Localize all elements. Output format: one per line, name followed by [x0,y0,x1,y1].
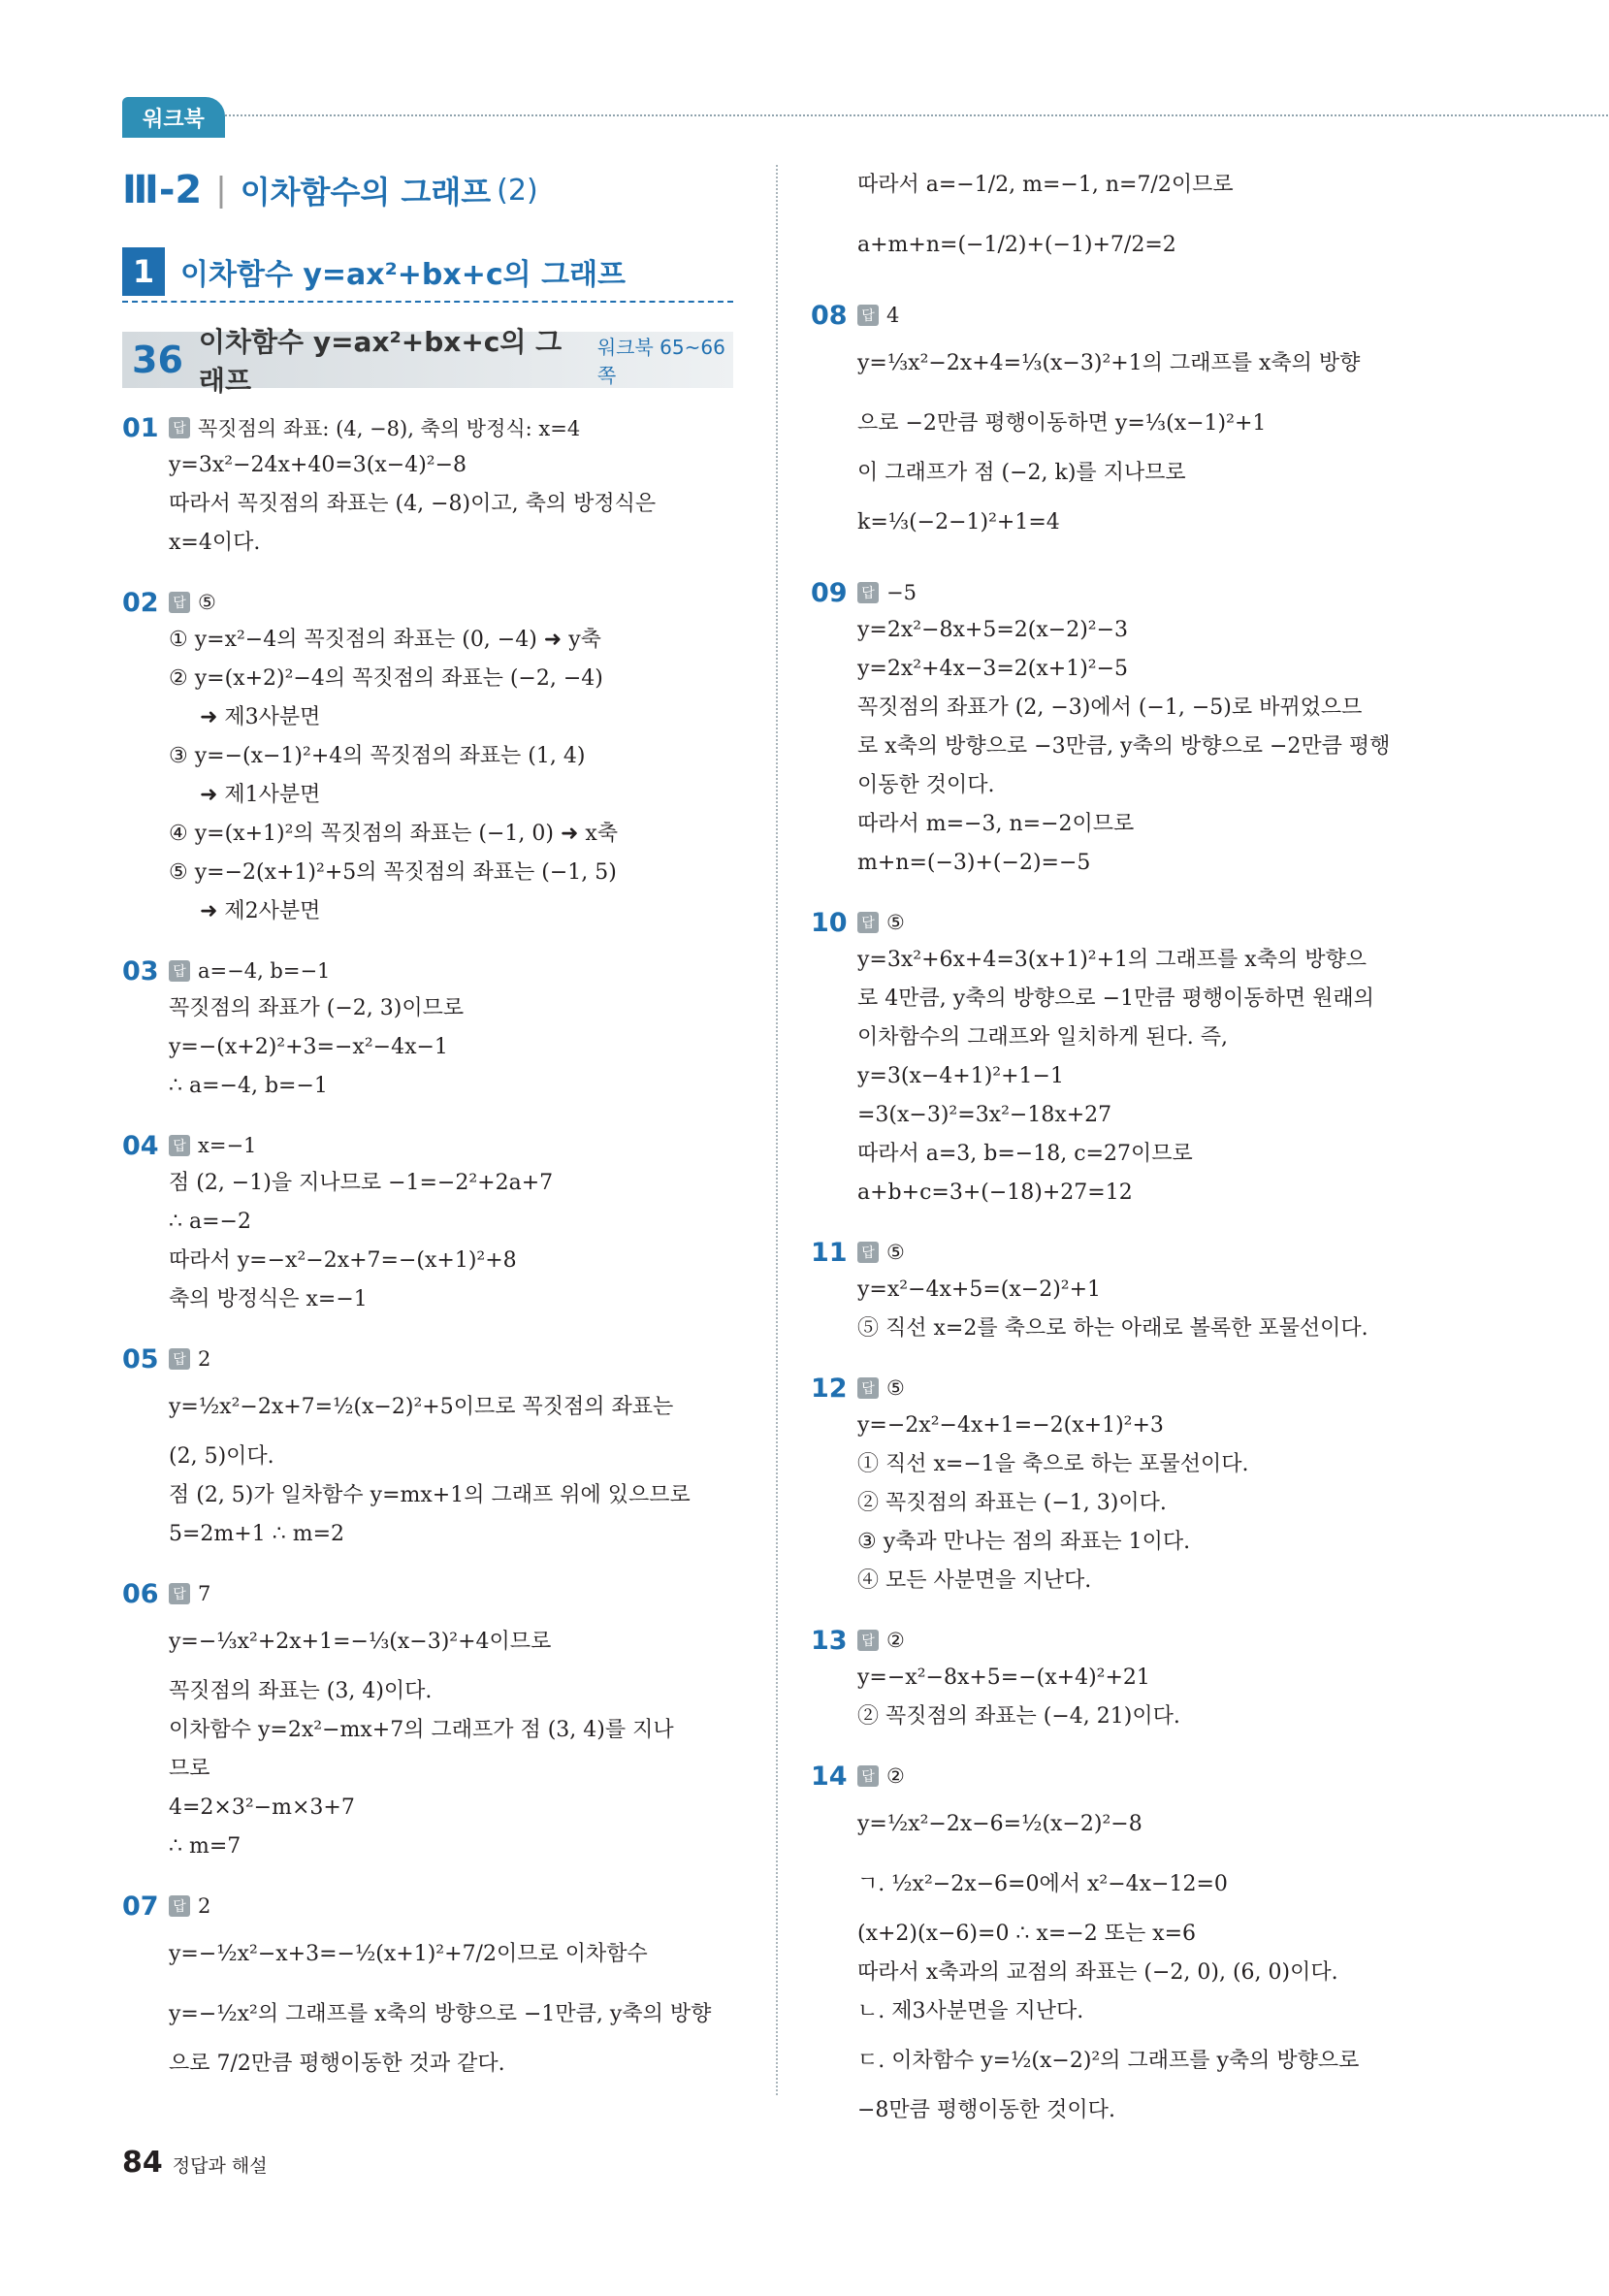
solution-line: ➜ 제1사분면 [200,783,321,807]
left-column [122,155,733,2084]
answer-header [811,297,1432,334]
solution-line: y=−2x²−4x+1=−2(x+1)²+3 [857,1413,1164,1438]
solution-line: y=−(x+2)²+3=−x²−4x−1 [169,1035,448,1059]
solution-line: ∴ m=7 [169,1834,241,1859]
answer-header [811,1622,1432,1659]
solution-line: 4=2×3²−m×3+7 [169,1795,355,1820]
solution-line: y=⅓x²−2x+4=⅓(x−3)²+1의 그래프를 x축의 방향 [857,351,1361,375]
answer-value: 7 [198,1582,211,1605]
solution-line: ㄴ. 제3사분면을 지난다. [857,1999,1084,2023]
chapter-separator: | [215,171,227,210]
solution-line: 로 x축의 방향으로 −3만큼, y축의 방향으로 −2만큼 평행 [857,734,1391,759]
answer-header [122,584,733,621]
problem-number: 06 [122,1578,159,1609]
solution-line: y=−x²−8x+5=−(x+4)²+21 [857,1665,1150,1690]
answer-item [811,1370,1432,1601]
answer-icon: 답 [169,592,190,613]
solution-line: 5=2m+1 ∴ m=2 [169,1522,344,1546]
answer-value: ⑤ [198,591,216,614]
chapter-heading [122,163,733,217]
chapter-number: Ⅲ-2 [122,168,203,212]
section-heading [122,243,733,303]
solution-line: 으로 7/2만큼 평행이동한 것과 같다. [169,2052,505,2076]
solution-line: 이차함수 y=2x²−mx+7의 그래프가 점 (3, 4)를 지나 [169,1718,674,1742]
answer-icon: 답 [169,1348,190,1370]
solution-line: ③ y=−(x−1)²+4의 꼭짓점의 좌표는 (1, 4) [169,744,586,768]
solution-line: ㄱ. ½x²−2x−6=0에서 x²−4x−12=0 [857,1872,1228,1896]
right-column [811,155,1432,2130]
answer-value: 2 [198,1347,211,1371]
solution-line: 축의 방정식은 x=−1 [169,1287,368,1311]
solution-line: (2, 5)이다. [169,1444,274,1469]
chapter-subtitle: (2) [497,173,538,208]
answer-icon: 답 [857,1377,879,1399]
solution-line: y=3(x−4+1)²+1−1 [857,1064,1064,1088]
answer-item [811,1622,1432,1736]
answer-value: ② [886,1764,905,1788]
header-divider [225,114,1608,116]
answer-header [811,904,1432,941]
right-problem-list [811,297,1432,2130]
solution-line: ⑤ 직선 x=2를 축으로 하는 아래로 볼록한 포물선이다. [857,1316,1368,1341]
answer-item [122,953,733,1106]
section-title: 이차함수 y=ax²+bx+c의 그래프 [180,258,627,292]
answer-icon: 답 [169,417,190,438]
answer-icon: 답 [857,1242,879,1263]
solution-line: (x+2)(x−6)=0 ∴ x=−2 또는 x=6 [857,1922,1197,1946]
answer-value: 4 [886,304,900,327]
answer-header [122,1888,733,1924]
solution-line: ② y=(x+2)²−4의 꼭짓점의 좌표는 (−2, −4) [169,666,603,691]
solution-line: 으로 −2만큼 평행이동하면 y=⅓(x−1)²+1 [857,411,1267,436]
solution-line: y=½x²−2x−6=½(x−2)²−8 [857,1812,1142,1836]
solution-line: a+b+c=3+(−18)+27=12 [857,1180,1133,1205]
answer-icon: 답 [169,960,190,982]
answer-value: ⑤ [886,911,905,934]
answer-value: ② [886,1629,905,1652]
solution-line: 꼭짓점의 좌표는 (3, 4)이다. [169,1679,433,1703]
answer-item [122,1341,733,1554]
answer-icon: 답 [857,305,879,326]
answer-header [122,1341,733,1377]
answer-header [122,409,733,446]
answer-header [122,1127,733,1164]
answer-value: 꼭짓점의 좌표: (4, −8), 축의 방정식: x=4 [198,417,581,440]
solution-line: 이동한 것이다. [857,773,995,797]
left-problem-list [122,409,733,2084]
problem-number: 04 [122,1130,159,1161]
page-number: 84 [122,2146,163,2180]
solution-line: ➜ 제3사분면 [200,705,321,729]
problem-number: 12 [811,1373,848,1404]
solution-line: y=½x²−2x+7=½(x−2)²+5이므로 꼭짓점의 좌표는 [169,1395,674,1419]
solution-line: ∴ a=−4, b=−1 [169,1074,328,1098]
answer-item [811,1758,1432,2130]
answer-item [811,904,1432,1213]
answer-item [122,1127,733,1319]
column-divider [776,165,778,2095]
answer-icon: 답 [169,1895,190,1917]
answer-header [122,1575,733,1612]
solution-line: 꼭짓점의 좌표가 (2, −3)에서 (−1, −5)로 바뀌었으므 [857,695,1363,720]
topic-number: 36 [132,339,183,381]
answer-icon: 답 [857,1630,879,1651]
solution-line: k=⅓(−2−1)²+1=4 [857,510,1060,534]
workbook-tag: 워크북 [122,97,225,138]
footer-label: 정답과 해설 [172,2155,268,2177]
problem-number: 09 [811,577,848,608]
solution-line: y=2x²+4x−3=2(x+1)²−5 [857,657,1129,681]
answer-item [811,574,1432,883]
solution-line: 점 (2, 5)가 일차함수 y=mx+1의 그래프 위에 있으므로 [169,1483,691,1507]
answer-value: x=−1 [198,1134,257,1157]
solution-line: ② 꼭짓점의 좌표는 (−1, 3)이다. [857,1491,1167,1515]
solution-line: ① 직선 x=−1을 축으로 하는 포물선이다. [857,1452,1249,1476]
solution-line: 이차함수의 그래프와 일치하게 된다. 즉, [857,1025,1228,1050]
intro-line: a+m+n=(−1/2)+(−1)+7/2=2 [857,233,1176,257]
problem-number: 05 [122,1343,159,1374]
solution-line: m+n=(−3)+(−2)=−5 [857,851,1091,875]
answer-header [122,953,733,989]
answer-header [811,574,1432,611]
solution-line: ③ y축과 만나는 점의 좌표는 1이다. [857,1530,1191,1554]
page-footer [122,2146,268,2180]
answer-value: −5 [886,581,917,604]
answer-item [122,1575,733,1866]
solution-line: 따라서 x축과의 교점의 좌표는 (−2, 0), (6, 0)이다. [857,1960,1338,1985]
solution-line: −8만큼 평행이동한 것이다. [857,2098,1115,2122]
answer-icon: 답 [857,912,879,933]
solution-line: ① y=x²−4의 꼭짓점의 좌표는 (0, −4) ➜ y축 [169,628,601,652]
problem-number: 08 [811,300,848,331]
answer-item [122,409,733,563]
solution-line: ④ y=(x+1)²의 꼭짓점의 좌표는 (−1, 0) ➜ x축 [169,822,619,846]
problem-number: 14 [811,1761,848,1792]
solution-line: ∴ a=−2 [169,1210,251,1234]
answer-value: ⑤ [886,1376,905,1400]
problem-number: 02 [122,587,159,618]
solution-line: 꼭짓점의 좌표가 (−2, 3)이므로 [169,996,465,1020]
problem-number: 10 [811,907,848,938]
solution-line: =3(x−3)²=3x²−18x+27 [857,1103,1112,1127]
answer-item [122,1888,733,2084]
answer-icon: 답 [169,1583,190,1604]
problem-number: 13 [811,1625,848,1656]
answer-header [811,1370,1432,1407]
solution-line: 이 그래프가 점 (−2, k)를 지나므로 [857,461,1186,485]
solution-line: 므로 [169,1757,210,1781]
solution-line: y=x²−4x+5=(x−2)²+1 [857,1277,1102,1302]
answer-item [811,297,1432,553]
solution-line: 점 (2, −1)을 지나므로 −1=−2²+2a+7 [169,1171,554,1195]
answer-header [811,1758,1432,1795]
solution-line: y=3x²+6x+4=3(x+1)²+1의 그래프를 x축의 방향으 [857,948,1367,972]
solution-line: y=−⅓x²+2x+1=−⅓(x−3)²+4이므로 [169,1630,552,1654]
workbook-reference: 워크북 65~66쪽 [596,336,725,387]
answer-item [811,1234,1432,1348]
intro-line: 따라서 a=−1/2, m=−1, n=7/2이므로 [857,173,1234,197]
answer-header [811,1234,1432,1271]
solution-line: y=−½x²의 그래프를 x축의 방향으로 −1만큼, y축의 방향 [169,2002,712,2026]
solution-line: y=2x²−8x+5=2(x−2)²−3 [857,618,1129,642]
solution-line: ㄷ. 이차함수 y=½(x−2)²의 그래프를 y축의 방향으로 [857,2049,1360,2073]
solution-line: y=3x²−24x+40=3(x−4)²−8 [169,453,467,477]
problem-number: 01 [122,412,159,443]
topic-band [122,326,733,397]
problem-number: 03 [122,955,159,986]
solution-line: ⑤ y=−2(x+1)²+5의 꼭짓점의 좌표는 (−1, 5) [169,860,617,885]
solution-line: ④ 모든 사분면을 지난다. [857,1568,1092,1593]
solution-line: 따라서 y=−x²−2x+7=−(x+1)²+8 [169,1248,517,1273]
solution-line: ➜ 제2사분면 [200,899,321,923]
answer-icon: 답 [857,582,879,603]
answer-icon: 답 [169,1135,190,1156]
topic-title: 이차함수 y=ax²+bx+c의 그래프 [198,326,563,397]
solution-line: x=4이다. [169,531,261,555]
answer-item [122,584,733,931]
solution-line: y=−½x²−x+3=−½(x+1)²+7/2이므로 이차함수 [169,1942,648,1966]
chapter-title: 이차함수의 그래프 [240,174,492,210]
solution-line: 따라서 꼭짓점의 좌표는 (4, −8)이고, 축의 방정식은 [169,492,657,516]
solution-line: ② 꼭짓점의 좌표는 (−4, 21)이다. [857,1704,1180,1729]
solution-line: 따라서 m=−3, n=−2이므로 [857,812,1135,836]
problem-number: 07 [122,1891,159,1922]
answer-value: a=−4, b=−1 [198,959,331,983]
problem-number: 11 [811,1237,848,1268]
solution-line: 따라서 a=3, b=−18, c=27이므로 [857,1142,1193,1166]
answer-icon: 답 [857,1765,879,1787]
answer-value: 2 [198,1894,211,1918]
section-number: 1 [122,247,165,296]
solution-line: 로 4만큼, y축의 방향으로 −1만큼 평행이동하면 원래의 [857,986,1374,1011]
answer-value: ⑤ [886,1241,905,1264]
